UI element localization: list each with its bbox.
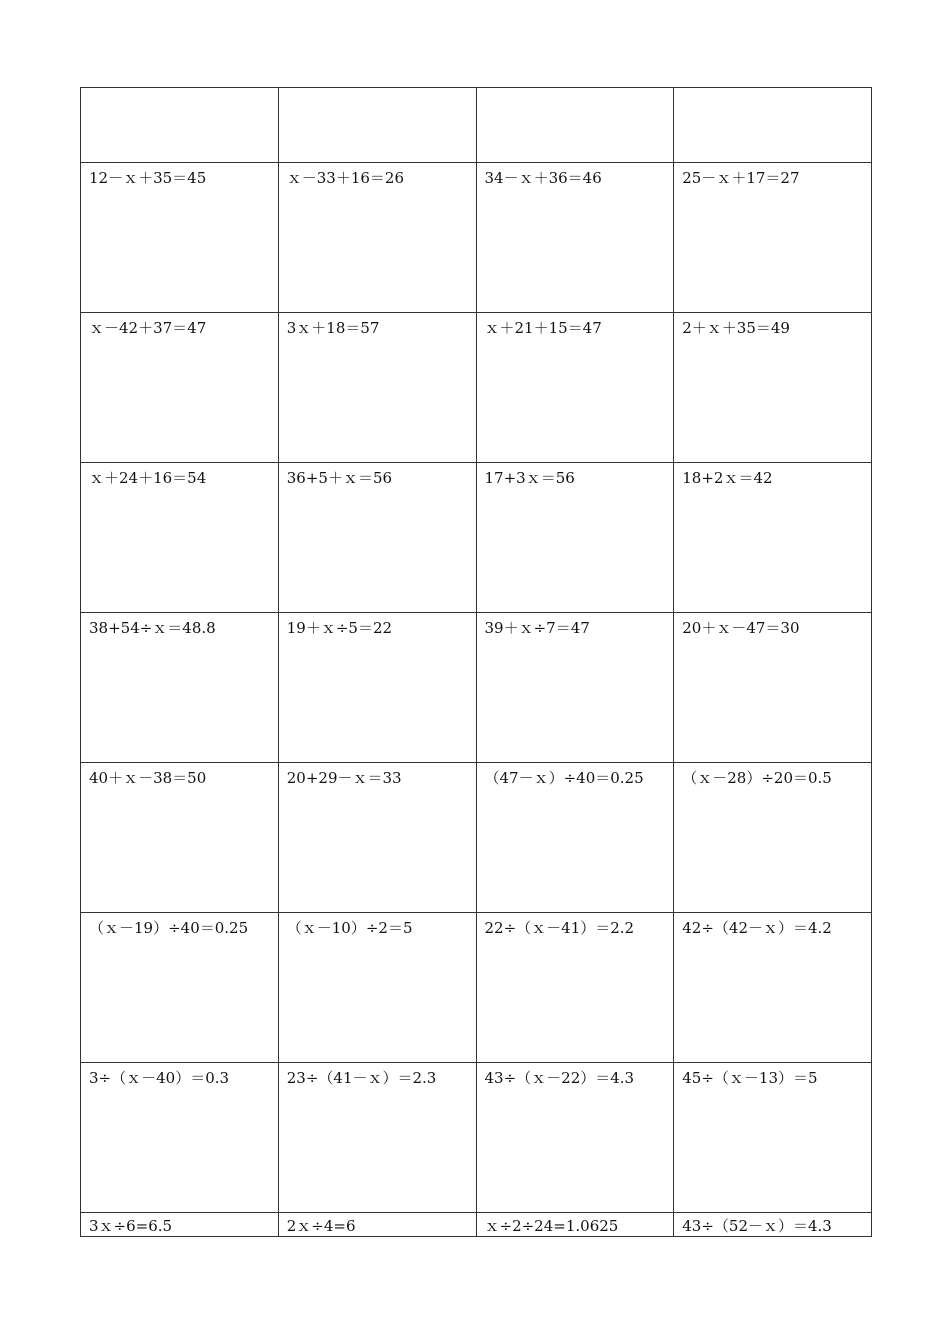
equation-cell: 3ｘ÷6=6.5 [81,1213,279,1237]
table-row [81,163,872,313]
equation-cell: 2＋ｘ＋35＝49 [674,313,872,463]
equation-cell: 25－ｘ＋17＝27 [674,163,872,313]
equation-cell: ｘ＋21＋15＝47 [476,313,674,463]
equation-worksheet-table [80,87,872,1237]
table-row [81,463,872,613]
table-row [81,1063,872,1213]
equation-cell: 3ｘ＋18＝57 [278,313,476,463]
equation-cell: 20+29－ｘ＝33 [278,763,476,913]
table-row [81,88,872,163]
equation-cell: 36+5＋ｘ＝56 [278,463,476,613]
equation-cell: ｘ－42＋37＝47 [81,313,279,463]
equation-cell: （47－ｘ）÷40＝0.25 [476,763,674,913]
table-row [81,1213,872,1237]
blank-cell [278,88,476,163]
equation-cell: 43÷（ｘ－22）＝4.3 [476,1063,674,1213]
equation-cell: 12－ｘ＋35＝45 [81,163,279,313]
equation-cell: ｘ÷2÷24=1.0625 [476,1213,674,1237]
table-row [81,313,872,463]
equation-cell: （ｘ－28）÷20＝0.5 [674,763,872,913]
table-row [81,763,872,913]
equation-cell: （ｘ－10）÷2＝5 [278,913,476,1063]
equation-cell: 45÷（ｘ－13）＝5 [674,1063,872,1213]
equation-cell: 38+54÷ｘ＝48.8 [81,613,279,763]
equation-cell: 39＋ｘ÷7＝47 [476,613,674,763]
equation-cell: 20＋ｘ－47＝30 [674,613,872,763]
blank-cell [476,88,674,163]
equation-cell: 40＋ｘ－38＝50 [81,763,279,913]
equation-cell: 43÷（52－ｘ）＝4.3 [674,1213,872,1237]
equation-cell: 22÷（ｘ－41）＝2.2 [476,913,674,1063]
table-row [81,613,872,763]
blank-cell [81,88,279,163]
equation-cell: 34－ｘ＋36＝46 [476,163,674,313]
equation-cell: ｘ－33＋16＝26 [278,163,476,313]
equation-cell: ｘ＋24＋16＝54 [81,463,279,613]
table-row [81,913,872,1063]
equation-cell: 23÷（41－ｘ）＝2.3 [278,1063,476,1213]
equation-cell: 17+3ｘ＝56 [476,463,674,613]
equation-cell: 3÷（ｘ－40）＝0.3 [81,1063,279,1213]
equation-cell: 2ｘ÷4=6 [278,1213,476,1237]
equation-cell: 18+2ｘ＝42 [674,463,872,613]
equation-cell: 42÷（42－ｘ）＝4.2 [674,913,872,1063]
equation-cell: （ｘ－19）÷40＝0.25 [81,913,279,1063]
blank-cell [674,88,872,163]
equation-cell: 19＋ｘ÷5＝22 [278,613,476,763]
